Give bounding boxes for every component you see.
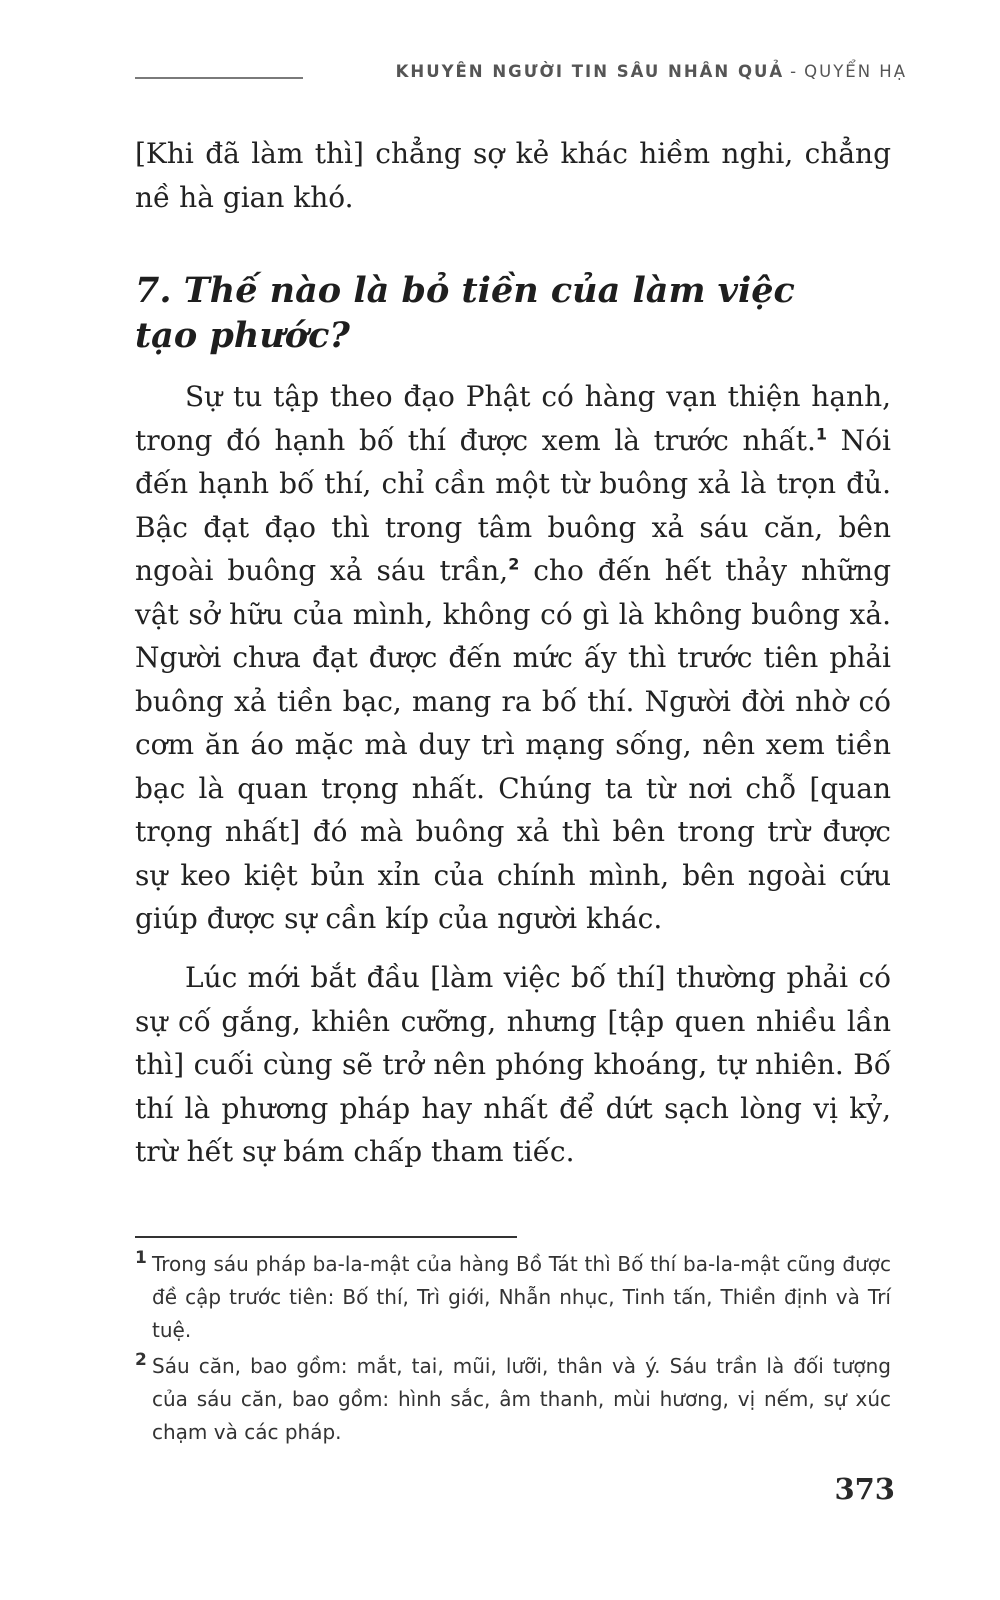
intro-text: [Khi đã làm thì] chẳng sợ kẻ khác hiềm nghi, chẳng nề hà gian khó. <box>135 137 891 214</box>
paragraph-2-text: Lúc mới bắt đầu [làm việc bố thí] thường phải có sự cố gắng, khiên cưỡng, nhưng [tập quen nhiều lần thì] cuối cùng sẽ trở nên phóng khoáng, tự nhiên. Bố thí là phương pháp hay nhất để dứt sạch lòng vị kỷ, trừ hết sự bám chấp tham tiếc. <box>135 961 891 1168</box>
footnote-1-text: Trong sáu pháp ba-la-mật của hàng Bồ Tát thì Bố thí ba-la-mật cũng được đề cập trước tiên: Bố thí, Trì giới, Nhẫn nhục, Tinh tấn, Thiền định và Trí tuệ. <box>152 1252 891 1342</box>
book-title: KHUYÊN NGƯỜI TIN SÂU NHÂN QUẢ <box>395 62 785 81</box>
footnote-2 <box>135 1350 891 1449</box>
header-separator: - <box>790 62 799 81</box>
paragraph-1-part-1: Sự tu tập theo đạo Phật có hàng vạn thiện hạnh, trong đó hạnh bố thí được xem là trước nhất. <box>135 380 891 457</box>
paragraph-1-part-3: cho đến hết thảy những vật sở hữu của mình, không có gì là không buông xả. Người chưa đạt được đến mức ấy thì trước tiên phải buông xả tiền bạc, mang ra bố thí. Người đời nhờ có cơm ăn áo mặc mà duy trì mạng sống, nên xem tiền bạc là quan trọng nhất. Chúng ta từ nơi chỗ [quan trọng nhất] đó mà buông xả thì bên trong trừ được sự keo kiệt bủn xỉn của chính mình, bên ngoài cứu giúp được sự cần kíp của người khác. <box>135 554 891 935</box>
footnote-2-text: Sáu căn, bao gồm: mắt, tai, mũi, lưỡi, thân và ý. Sáu trần là đối tượng của sáu căn, bao gồm: hình sắc, âm thanh, mùi hương, vị nếm, sự xúc chạm và các pháp. <box>152 1354 891 1444</box>
footnote-1 <box>135 1248 891 1347</box>
running-header <box>396 62 907 81</box>
footnote-ref-2: 2 <box>508 554 520 574</box>
section-heading: 7. Thế nào là bỏ tiền của làm việc tạo phước? <box>135 270 795 356</box>
paragraph-1-text <box>135 375 891 941</box>
body-paragraph-2 <box>135 956 891 1174</box>
header-rule <box>135 77 303 79</box>
volume-label: QUYỂN HẠ <box>804 62 907 81</box>
footnote-1-number: 1 <box>135 1248 147 1268</box>
body-paragraph-1 <box>135 375 891 941</box>
footnote-ref-1: 1 <box>815 424 828 444</box>
intro-paragraph <box>135 132 891 219</box>
footnote-2-number: 2 <box>135 1350 147 1370</box>
footnote-rule <box>135 1236 517 1238</box>
page-number: 373 <box>834 1472 895 1506</box>
paragraph-1-part-2: Nói đến hạnh bố thí, chỉ cần một từ buông xả là trọn đủ. Bậc đạt đạo thì trong tâm buông xả sáu căn, bên ngoài buông xả sáu trần, <box>135 423 891 587</box>
